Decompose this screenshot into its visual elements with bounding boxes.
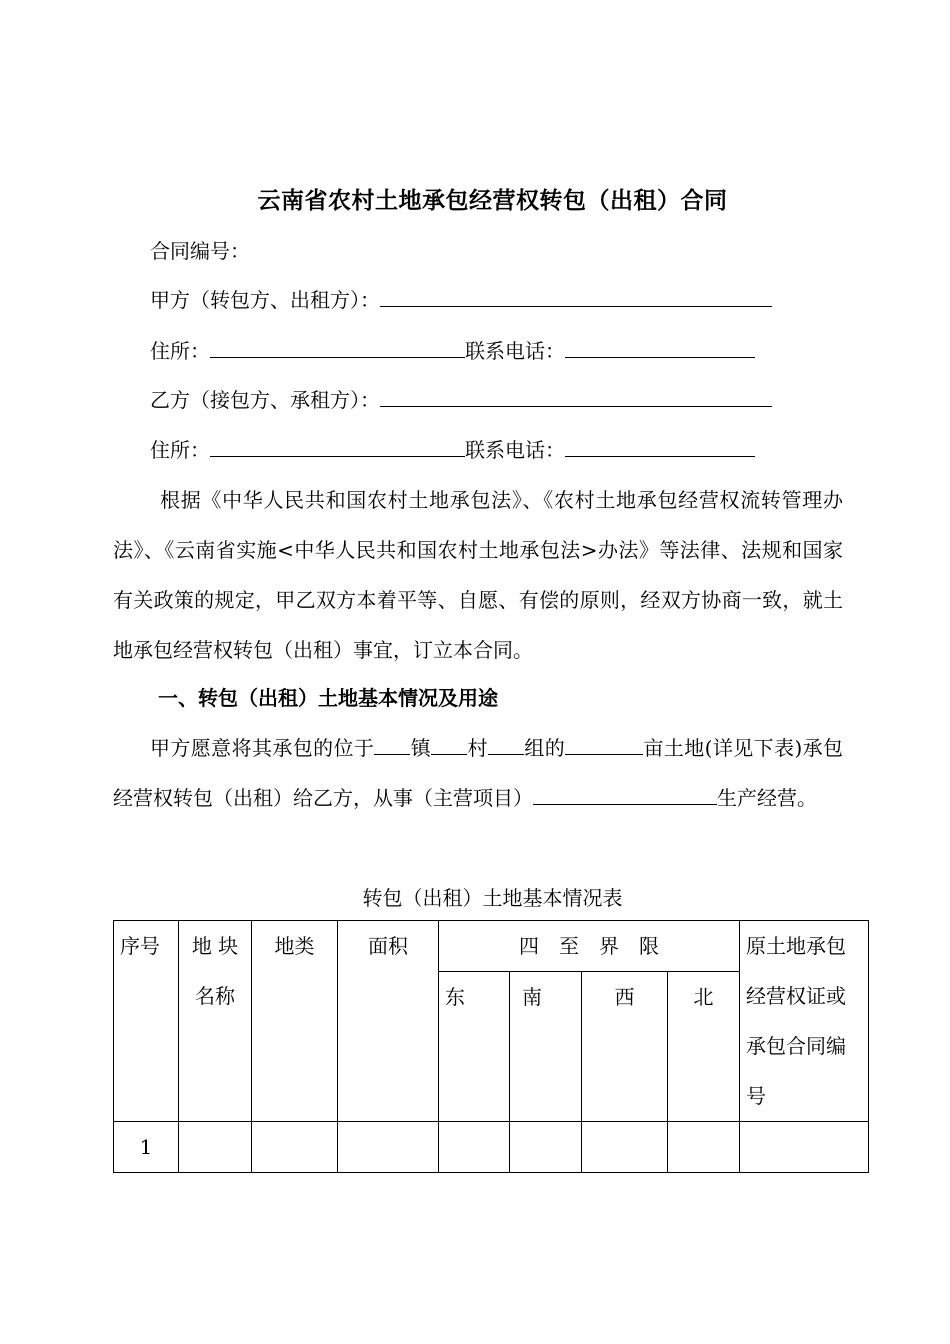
- header-boundary-text: 四 至 界 限: [519, 934, 659, 958]
- header-plot-name: [179, 921, 252, 1122]
- header-cert: [740, 921, 869, 1122]
- header-cert-1: 原土地承包: [746, 934, 846, 958]
- header-south: [510, 972, 582, 1122]
- party-b-line: [150, 385, 772, 415]
- preamble-paragraph: 根据《中华人民共和国农村土地承包法》、《农村土地承包经营权流转管理办法》、《云南省实施<中华人民共和国农村土地承包法>办法》等法律、法规和国家有关政策的规定，甲乙双方本着平等、自愿、有偿的原则，经双方协商一致，就土地承包经营权转包（出租）事宜，订立本合同。: [113, 488, 843, 662]
- party-a-blank: [380, 286, 772, 307]
- village-blank: [431, 734, 467, 755]
- row-1-type: [252, 1122, 338, 1173]
- party-a-line: [150, 285, 772, 315]
- section-1-paragraph: [113, 723, 843, 823]
- header-cert-4: 号: [746, 1084, 766, 1108]
- header-land-type-text: 地类: [274, 934, 315, 958]
- row-1-west: [582, 1122, 668, 1173]
- header-land-type: [252, 921, 338, 1122]
- party-b-blank: [380, 386, 772, 407]
- header-area-text: 面积: [368, 934, 408, 958]
- row-1-east: [439, 1122, 510, 1173]
- party-a-address-label: 住所：: [150, 339, 210, 363]
- header-north: [668, 972, 740, 1122]
- party-b-address-label: 住所：: [150, 438, 210, 462]
- row-1-south: [510, 1122, 582, 1173]
- header-east: [439, 972, 510, 1122]
- land-info-table: [113, 920, 869, 1173]
- section-1-text-2: 表)承包经营权转包（出租）给乙方，从事（主营项目）: [113, 736, 844, 810]
- header-area: [338, 921, 439, 1122]
- contract-number-label: 合同编号：: [150, 239, 250, 263]
- project-blank-end: [707, 784, 717, 805]
- header-plot-name-2: 名称: [195, 984, 235, 1008]
- party-a-address-line: [150, 336, 755, 366]
- party-b-phone-label: 联系电话：: [465, 438, 565, 462]
- header-boundary: [439, 921, 740, 972]
- party-a-phone-blank: [565, 337, 755, 358]
- party-a-phone-label: 联系电话：: [465, 339, 565, 363]
- section-1-text-1: 甲方愿意将其承包的位于: [150, 736, 375, 760]
- mu-blank: [565, 734, 643, 755]
- header-seq: [114, 921, 179, 1122]
- party-b-address-blank: [210, 436, 465, 457]
- header-south-text: 南: [522, 985, 542, 1010]
- row-1-north: [668, 1122, 740, 1173]
- party-a-address-blank: [210, 337, 465, 358]
- row-1-seq: [114, 1122, 179, 1173]
- header-west: [582, 972, 668, 1122]
- row-1-cert: [740, 1122, 869, 1173]
- town-blank: [374, 734, 410, 755]
- party-b-phone-blank: [565, 436, 755, 457]
- section-1-text-3: 生产经营。: [717, 786, 817, 810]
- contract-title: 云南省农村土地承包经营权转包（出租）合同: [257, 187, 728, 214]
- row-1-area: [338, 1122, 439, 1173]
- row-1-seq-text: 1: [139, 1135, 153, 1159]
- header-plot-name-1: 地 块: [191, 934, 239, 958]
- party-a-label: 甲方（转包方、出租方）：: [150, 288, 380, 312]
- row-1-plot: [179, 1122, 252, 1173]
- party-b-label: 乙方（接包方、承租方）：: [150, 388, 380, 412]
- table-caption: 转包（出租）土地基本情况表: [362, 886, 623, 910]
- header-north-text: 北: [693, 985, 714, 1010]
- party-b-address-line: [150, 435, 755, 465]
- header-cert-2: 经营权证或: [746, 984, 846, 1008]
- header-west-text: 西: [614, 985, 635, 1010]
- header-east-text: 东: [445, 985, 465, 1010]
- header-cert-3: 承包合同编: [746, 1034, 846, 1058]
- section-1-village: 村: [467, 736, 488, 760]
- header-seq-text: 序号: [120, 934, 160, 958]
- table-row: [114, 1122, 869, 1173]
- group-blank: [488, 734, 524, 755]
- section-1-group: 组的: [523, 736, 566, 760]
- section-1-mu: 亩土地(详见下: [643, 736, 775, 760]
- section-1-heading: 一、转包（出租）土地基本情况及用途: [158, 686, 498, 710]
- project-blank: [533, 784, 707, 805]
- section-1-town: 镇: [410, 736, 432, 760]
